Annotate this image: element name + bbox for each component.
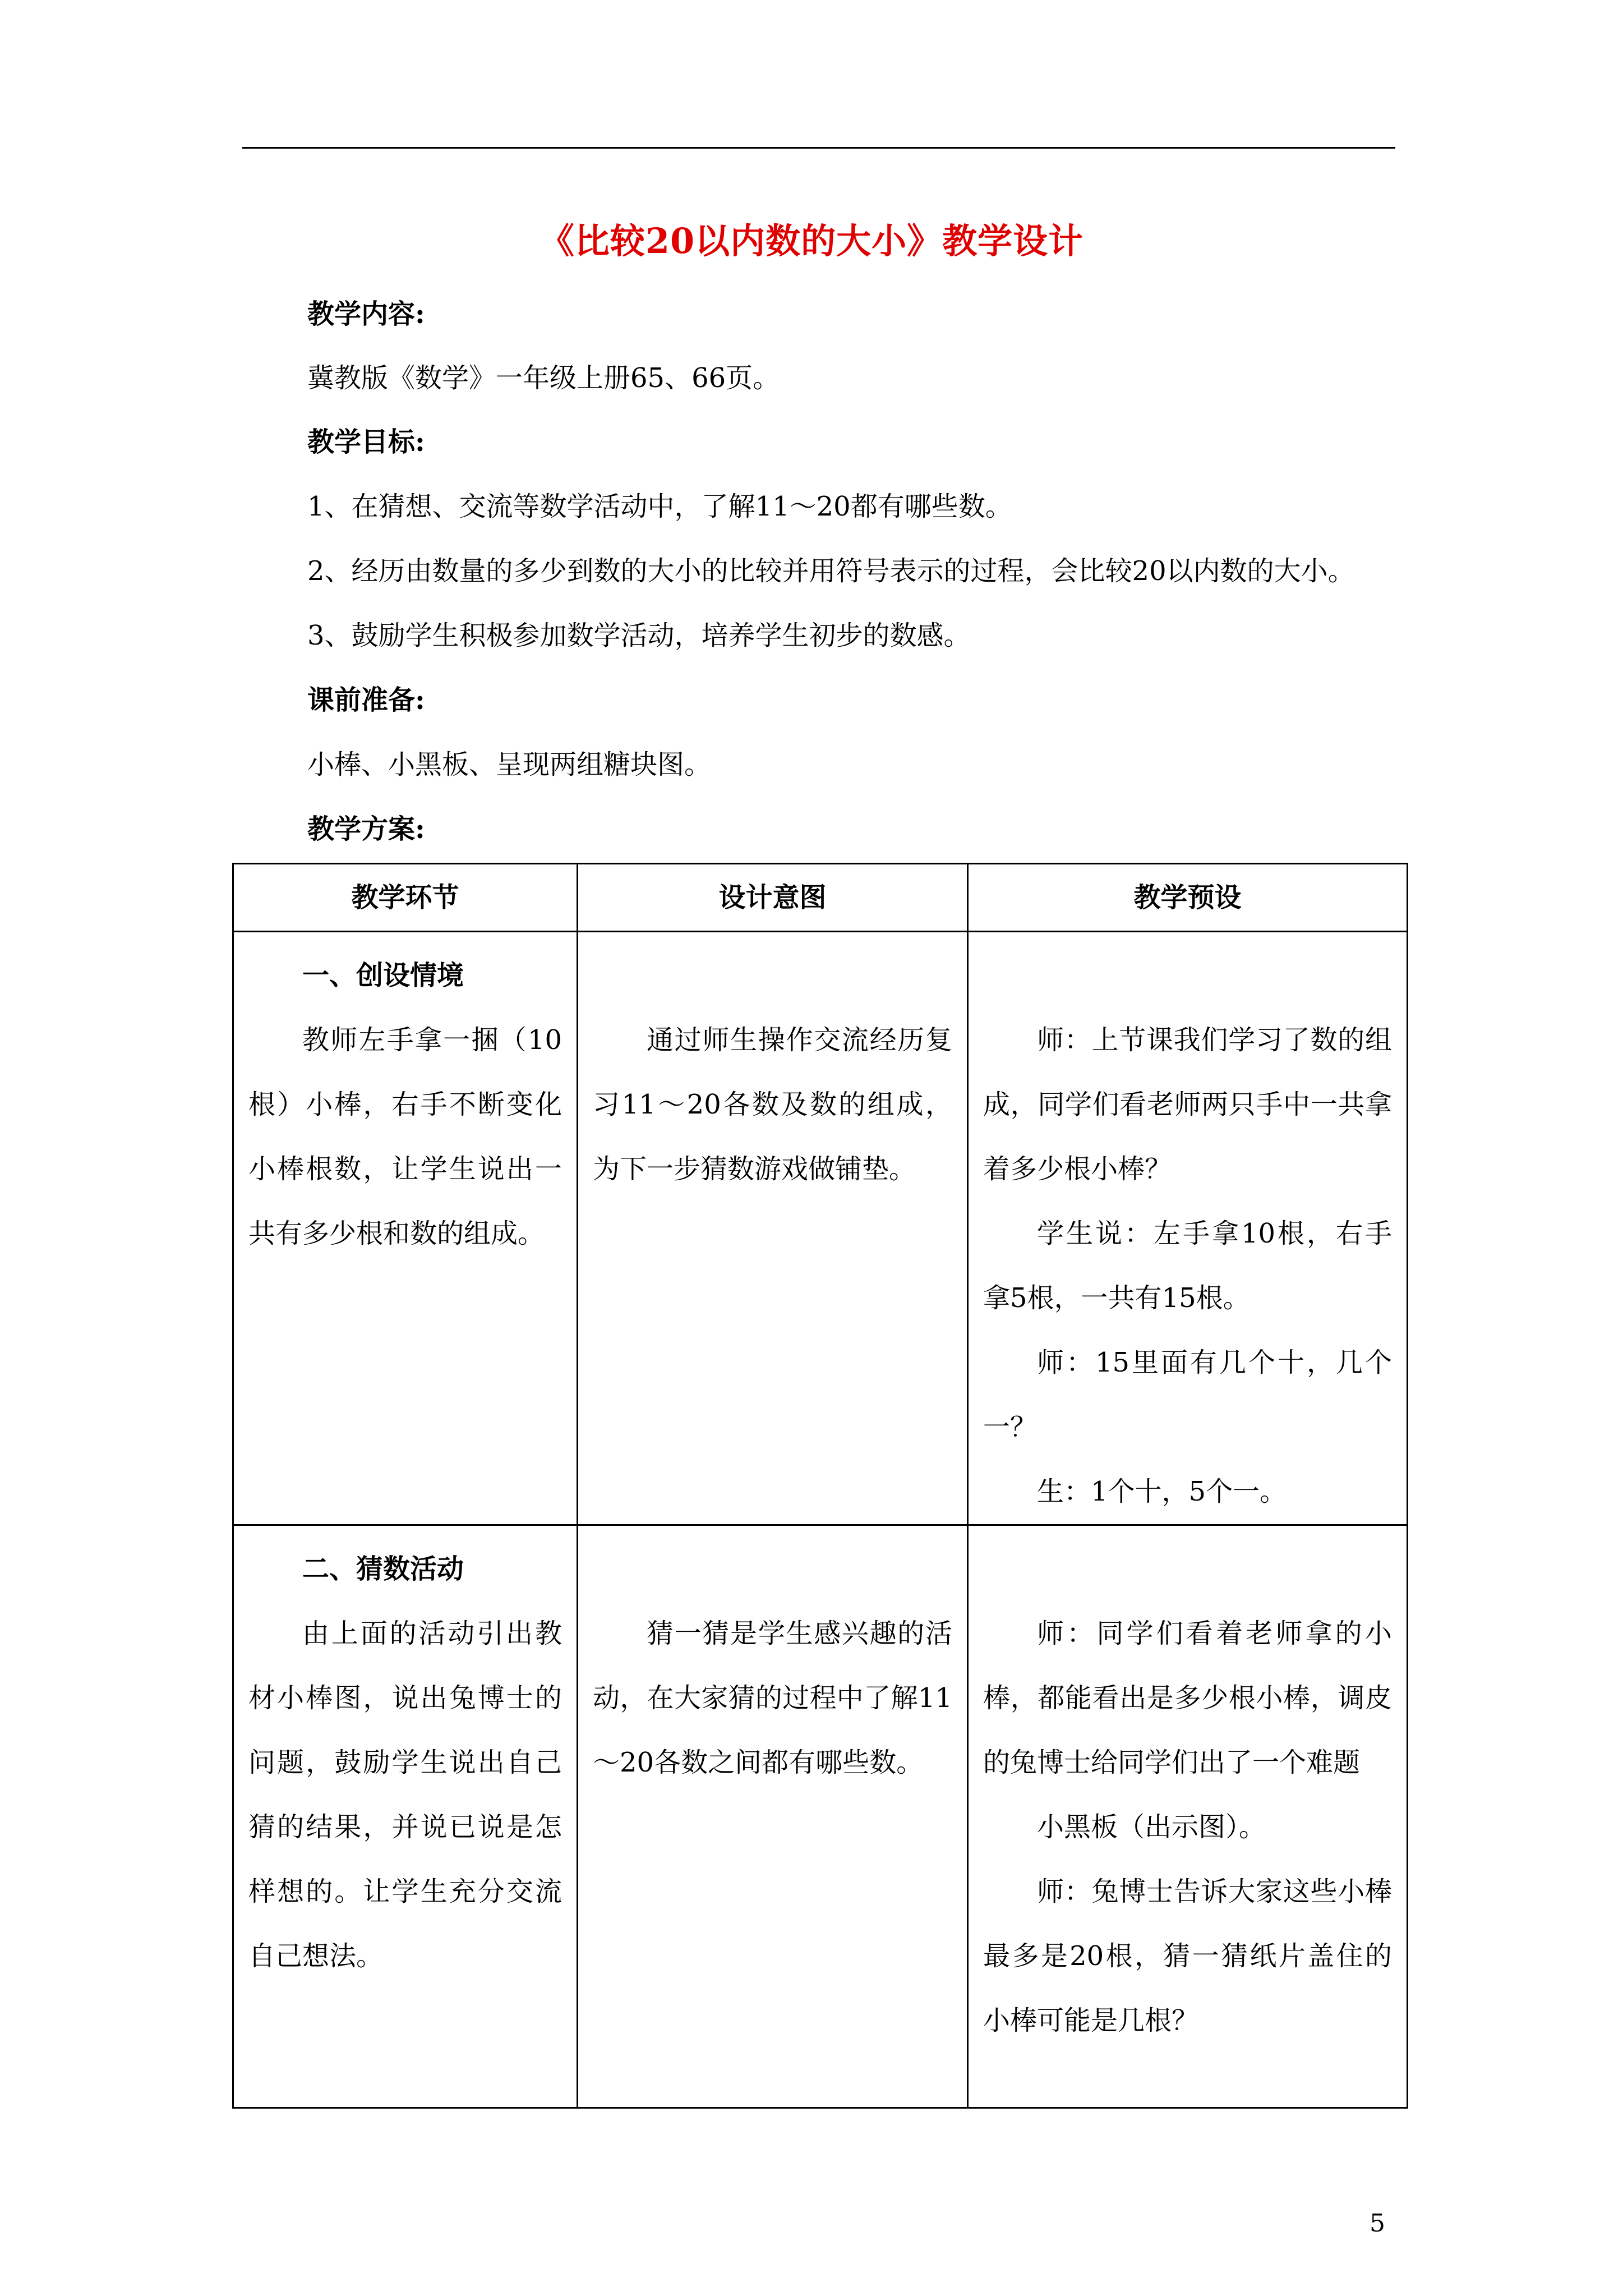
preset-line: 师：上节课我们学习了数的组成，同学们看老师两只手中一共拿着多少根小棒？ bbox=[983, 1024, 1392, 1185]
preset-line: 师：同学们看着老师拿的小棒，都能看出是多少根小棒，调皮的兔博士给同学们出了一个难题 bbox=[983, 1618, 1392, 1778]
stage-title: 一、创设情境 bbox=[302, 960, 464, 991]
table-header-row bbox=[233, 864, 1408, 932]
goal-item-1: 1、在猜想、交流等数学活动中，了解11～20都有哪些数。 bbox=[307, 491, 1012, 522]
plan-heading: 教学方案: bbox=[307, 813, 425, 845]
stage-cell bbox=[233, 932, 578, 1525]
prep-text: 小棒、小黑板、呈现两组糖块图。 bbox=[307, 749, 712, 780]
document-title: 《比较20以内数的大小》教学设计 bbox=[539, 220, 1084, 261]
preset-line: 师：兔博士告诉大家这些小棒最多是20根，猜一猜纸片盖住的小棒可能是几根？ bbox=[983, 1876, 1392, 2036]
preset-line: 生：1个十，5个一。 bbox=[1037, 1476, 1287, 1507]
header-rule bbox=[242, 147, 1395, 149]
intent-text: 通过师生操作交流经历复习11～20各数及数的组成，为下一步猜数游戏做铺垫。 bbox=[593, 1024, 952, 1185]
table-row bbox=[233, 932, 1408, 1525]
table-row bbox=[233, 1525, 1408, 2108]
teaching-plan-table bbox=[232, 863, 1408, 2109]
header-stage: 教学环节 bbox=[233, 864, 578, 932]
preset-cell bbox=[968, 1525, 1408, 2108]
goal-item-2: 2、经历由数量的多少到数的大小的比较并用符号表示的过程，会比较20以内数的大小。 bbox=[307, 555, 1355, 587]
intent-text: 猜一猜是学生感兴趣的活动，在大家猜的过程中了解11～20各数之间都有哪些数。 bbox=[593, 1618, 952, 1778]
stage-title: 二、猜数活动 bbox=[302, 1553, 464, 1585]
preset-cell bbox=[968, 932, 1408, 1525]
preset-line: 小黑板（出示图）。 bbox=[1037, 1811, 1266, 1843]
preset-line: 学生说：左手拿10根，右手拿5根，一共有15根。 bbox=[983, 1218, 1392, 1314]
header-intent: 设计意图 bbox=[578, 864, 968, 932]
stage-cell bbox=[233, 1525, 578, 2108]
stage-text: 教师左手拿一捆（10根）小棒，右手不断变化小棒根数，让学生说出一共有多少根和数的组成。 bbox=[248, 1024, 562, 1249]
intent-cell bbox=[578, 932, 968, 1525]
page-number: 5 bbox=[1370, 2209, 1385, 2238]
intent-cell bbox=[578, 1525, 968, 2108]
goal-item-3: 3、鼓励学生积极参加数学活动，培养学生初步的数感。 bbox=[307, 620, 971, 651]
preset-line: 师：15里面有几个十，几个一？ bbox=[983, 1347, 1392, 1443]
goals-heading: 教学目标: bbox=[307, 426, 425, 458]
header-preset: 教学预设 bbox=[968, 864, 1408, 932]
prep-heading: 课前准备: bbox=[307, 684, 425, 716]
stage-text: 由上面的活动引出教材小棒图，说出兔博士的问题，鼓励学生说出自己猜的结果，并说已说是怎样想的。让学生充分交流自己想法。 bbox=[248, 1618, 562, 1972]
content-text: 冀教版《数学》一年级上册65、66页。 bbox=[307, 362, 780, 394]
content-heading: 教学内容: bbox=[307, 298, 425, 330]
